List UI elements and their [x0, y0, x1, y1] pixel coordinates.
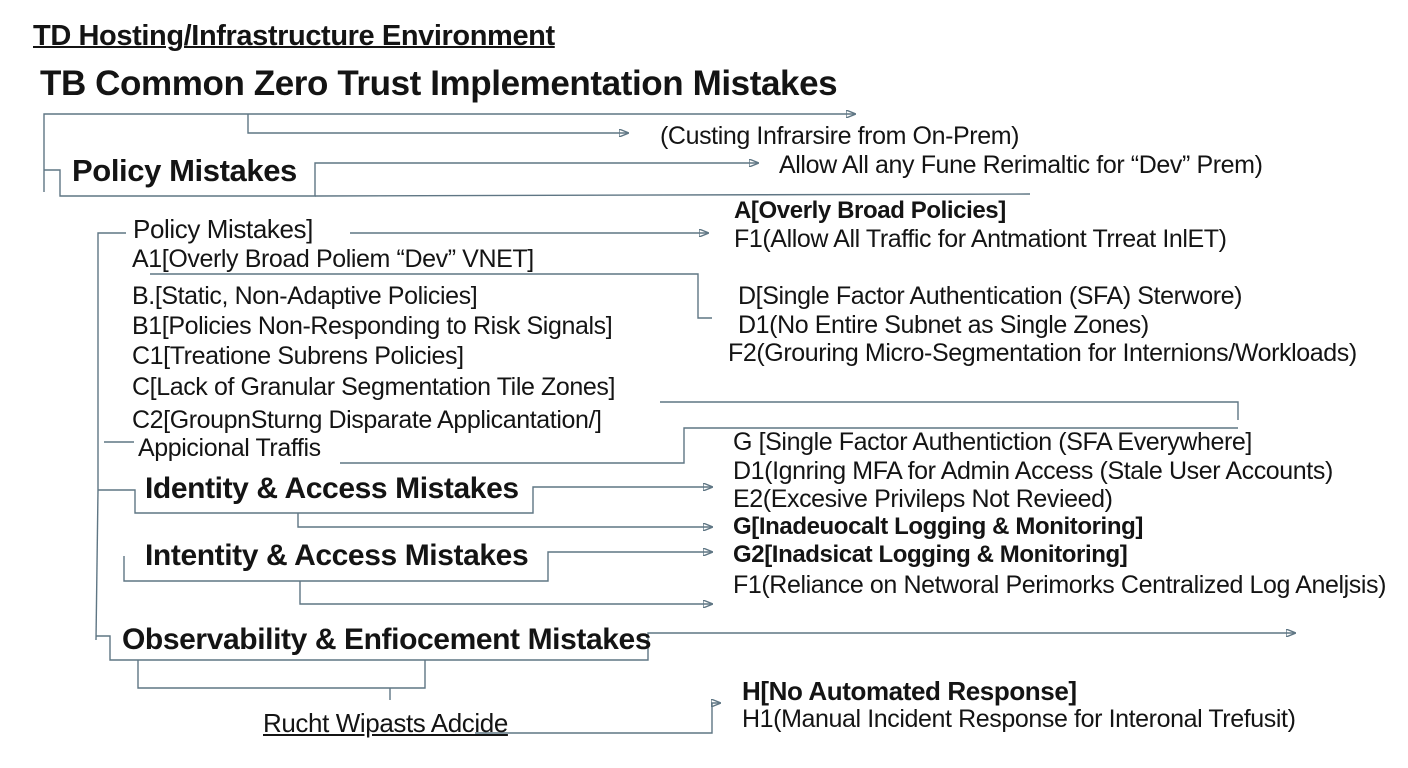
connector-policy-heading-right [315, 194, 1030, 196]
node-footer: Rucht Wipasts Adcide [263, 708, 508, 738]
connector-footer [138, 660, 425, 688]
connector-identity-2-f [300, 581, 712, 604]
env-title: TD Hosting/Infrastructure Environment [33, 20, 555, 52]
page-title: TB Common Zero Trust Implementation Mistakes [40, 64, 838, 103]
node-identity-access-1: Identity & Access Mistakes [145, 472, 519, 505]
node-g2: G2[Inadsicat Logging & Monitoring] [733, 541, 1128, 568]
node-d1-mfa: D1(Ignring MFA for Admin Access (Stale User Accounts) [733, 457, 1333, 485]
connector-left-spine [98, 233, 126, 490]
node-identity-access-2: Intentity & Access Mistakes [145, 539, 529, 572]
node-a: A[Overly Broad Policies] [734, 197, 1006, 224]
node-c2: C2[GroupnSturng Disparate Applicantation/] [132, 406, 602, 434]
node-app-traffic: Appicional Traffis [138, 434, 321, 462]
node-custing: (Custing Infrarsire from On-Prem) [660, 122, 1020, 150]
connector-h [475, 703, 720, 733]
connector-cust [248, 114, 628, 133]
node-h: H[No Automated Response] [742, 676, 1077, 706]
node-c1: C1[Treatione Subrens Policies] [132, 342, 464, 370]
node-c: C[Lack of Granular Segmentation Tile Zones] [132, 373, 616, 401]
node-e2: E2(Excesive Privileps Not Revieed) [733, 485, 1113, 513]
node-h1: H1(Manual Incident Response for Interonal Trefusit) [742, 705, 1296, 733]
node-d1-subnet: D1(No Entire Subnet as Single Zones) [738, 311, 1149, 339]
node-b: B.[Static, Non-Adaptive Policies] [132, 282, 478, 310]
node-allow-dev: Allow All any Fune Rerimaltic for “Dev” Prem) [779, 151, 1263, 179]
node-policy-group: Policy Mistakes] [133, 214, 313, 244]
node-f2: F2(Grouring Micro-Segmentation for Internions/Workloads) [728, 339, 1357, 367]
connector-identity-1-e [298, 513, 712, 527]
node-observability: Observability & Enfiocement Mistakes [122, 623, 652, 656]
node-g-sfa: G [Single Factor Authentiction (SFA Everywhere] [733, 428, 1252, 456]
node-b1: B1[Policies Non-Responding to Risk Signals] [132, 312, 613, 340]
node-policy-mistakes: Policy Mistakes [72, 153, 297, 188]
node-f1: F1(Allow All Traffic for Antmationt Trreat InlET) [734, 225, 1227, 253]
node-a1: A1[Overly Broad Poliem “Dev” VNET] [132, 245, 534, 273]
connector-spine-lower [96, 490, 98, 640]
node-d: D[Single Factor Authentication (SFA) Sterwore) [738, 282, 1243, 310]
connector-c-right [660, 402, 1238, 420]
node-f1-reliance: F1(Reliance on Networal Perimorks Centralized Log Aneljsis) [733, 571, 1387, 599]
node-g-logging: G[Inadeuocalt Logging & Monitoring] [733, 513, 1143, 540]
